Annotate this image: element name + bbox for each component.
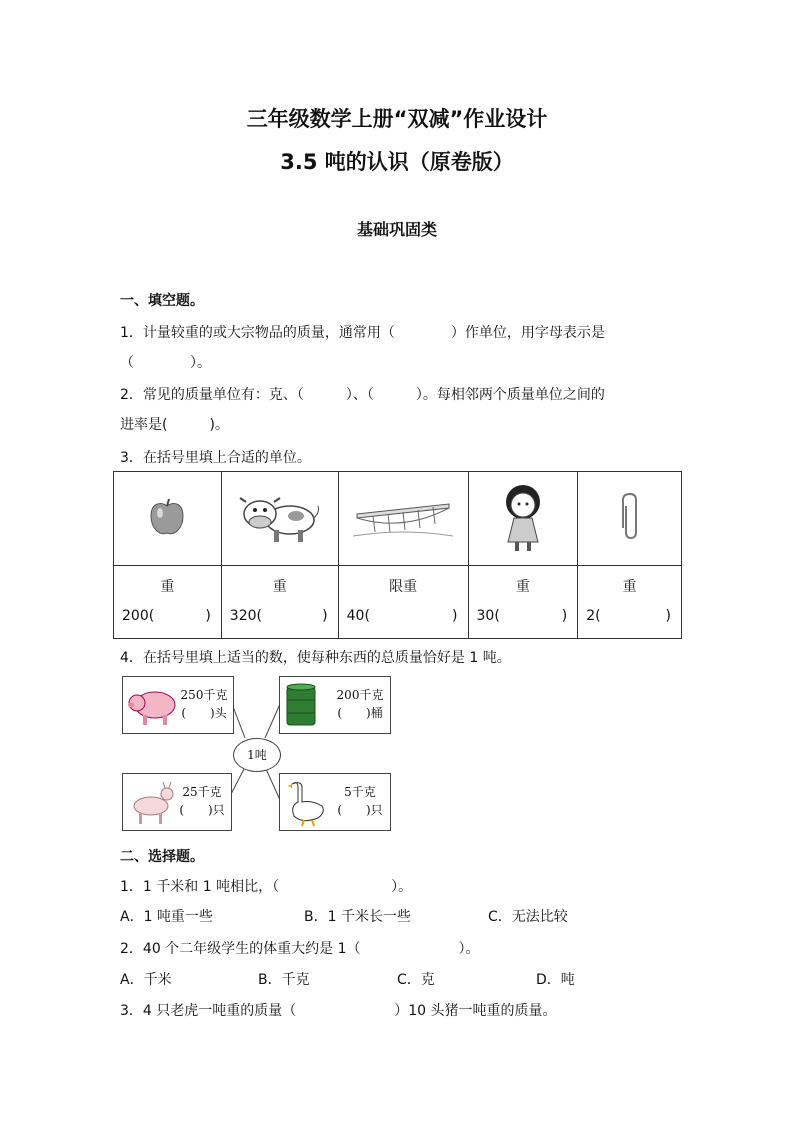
goat-box <box>122 773 232 831</box>
choice-2-option-b[interactable]: B．千克 <box>258 972 310 988</box>
pig-weight: 250千克 <box>180 688 228 702</box>
goose-box <box>279 773 391 831</box>
goat-icon <box>127 780 175 826</box>
choice-1-option-c[interactable]: C．无法比较 <box>488 909 568 925</box>
pig-box <box>122 676 234 734</box>
choice-2-option-a[interactable]: A．千米 <box>120 972 172 988</box>
question-3: 3．在括号里填上合适的单位。 <box>120 450 311 466</box>
apple-answer-blank[interactable]: 200( <box>122 608 155 624</box>
cow-cell <box>221 472 338 566</box>
paperclip-close-paren: ) <box>665 608 671 624</box>
choice-2-option-d[interactable]: D．吨 <box>536 972 575 988</box>
one-ton-center: 1吨 <box>233 738 281 772</box>
question-4: 4．在括号里填上适当的数，使每种东西的总质量恰好是 1 吨。 <box>120 650 511 666</box>
girl-answer-cell <box>468 566 578 639</box>
cow-label: 重 <box>272 579 287 595</box>
choice-question-1: 1．1 千米和 1 吨相比，（ ）。 <box>120 879 413 895</box>
unit-table <box>113 471 682 639</box>
cow-answer-cell <box>221 566 338 639</box>
goat-blank[interactable]: ( )只 <box>179 803 225 817</box>
question-1-line2: （ ）。 <box>120 355 211 371</box>
cow-icon <box>238 488 322 546</box>
girl-cell <box>468 472 578 566</box>
choice-question-3: 3．4 只老虎一吨重的质量（ ）10 头猪一吨重的质量。 <box>120 1003 557 1019</box>
bridge-icon <box>353 492 453 542</box>
bridge-label: 限重 <box>389 579 418 595</box>
bridge-answer-cell <box>338 566 468 639</box>
barrel-icon <box>285 683 317 729</box>
choice-question-2: 2．40 个二年级学生的体重大约是 1（ ）。 <box>120 941 480 957</box>
girl-answer-blank[interactable]: 30( <box>476 608 500 624</box>
question-1-line1: 1．计量较重的或大宗物品的质量，通常用（ ）作单位，用字母表示是 <box>120 325 605 341</box>
girl-close-paren: ) <box>561 608 568 624</box>
apple-answer-cell <box>114 566 222 639</box>
section-fill-blank-heading: 一、填空题。 <box>120 293 204 309</box>
page-title: 三年级数学上册“双减”作业设计 <box>246 107 548 131</box>
goat-weight: 25千克 <box>182 785 222 799</box>
paperclip-label: 重 <box>622 579 637 595</box>
paperclip-icon <box>618 492 642 542</box>
goose-blank[interactable]: ( )只 <box>337 803 383 817</box>
category-heading: 基础巩固类 <box>356 220 437 239</box>
apple-cell <box>114 472 222 566</box>
paperclip-answer-cell <box>578 566 682 639</box>
girl-label: 重 <box>515 579 530 595</box>
choice-1-option-a[interactable]: A．1 吨重一些 <box>120 909 213 925</box>
bridge-cell <box>338 472 468 566</box>
question-2-line1: 2．常见的质量单位有：克、（ ）、（ ）。每相邻两个质量单位之间的 <box>120 387 605 403</box>
choice-1-option-b[interactable]: B．1 千米长一些 <box>304 909 411 925</box>
cow-close-paren: ) <box>322 608 328 624</box>
bridge-answer-blank[interactable]: 40( <box>346 608 370 624</box>
choice-2-option-c[interactable]: C．克 <box>397 972 435 988</box>
barrel-blank[interactable]: ( )桶 <box>337 706 383 720</box>
pig-icon <box>127 685 179 727</box>
bridge-close-paren: ) <box>452 608 458 624</box>
cow-answer-blank[interactable]: 320( <box>229 608 262 624</box>
question-2-line2: 进率是( )。 <box>120 417 229 433</box>
barrel-weight: 200千克 <box>336 688 384 702</box>
goose-weight: 5千克 <box>344 785 376 799</box>
apple-icon <box>147 496 187 538</box>
apple-label: 重 <box>160 579 175 595</box>
girl-icon <box>500 482 546 552</box>
paperclip-cell <box>578 472 682 566</box>
goose-icon <box>284 778 330 828</box>
paperclip-answer-blank[interactable]: 2( <box>586 608 601 624</box>
section-choice-heading: 二、选择题。 <box>120 849 204 865</box>
pig-blank[interactable]: ( )头 <box>181 706 227 720</box>
apple-close-paren: ) <box>205 608 211 624</box>
barrel-box <box>279 676 391 734</box>
page-subtitle: 3.5 吨的认识（原卷版） <box>280 150 514 174</box>
